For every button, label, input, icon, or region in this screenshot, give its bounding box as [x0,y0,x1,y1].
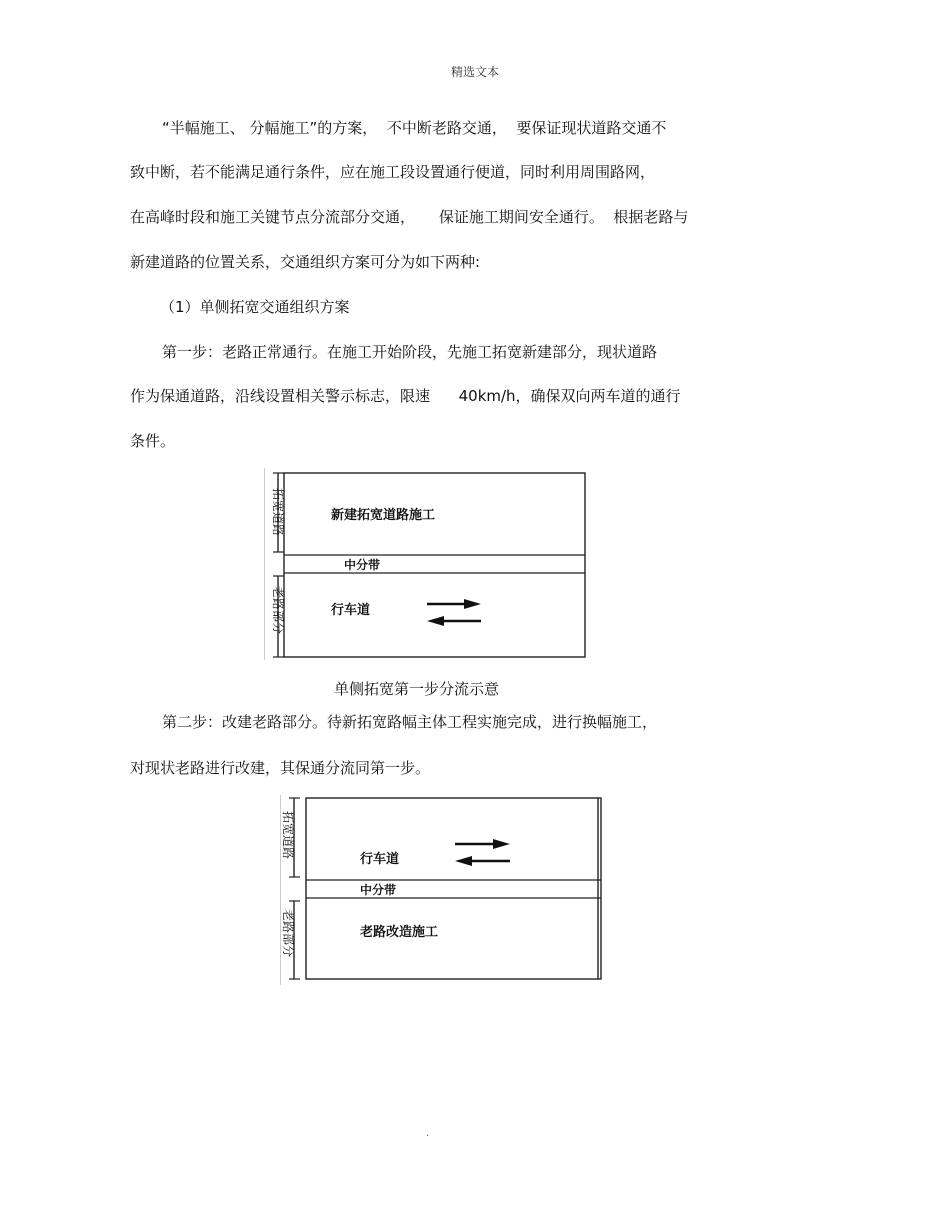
right-arrow-icon [427,599,481,609]
median-label: 中分带 [344,558,381,572]
paragraph-line: 对现状老路进行改建，其保通分流同第一步。 [130,759,431,777]
side-label-bottom: 老路部分 [271,586,285,635]
page-header: 精选文本 [450,65,499,79]
left-arrow-icon [455,856,510,866]
figure-1-diagram [262,468,592,662]
paragraph-line: 条件。 [130,432,176,450]
left-arrow-icon [427,616,481,626]
paragraph-line: 致中断，若不能满足通行条件，应在施工段设置通行便道，同时利用周围路网， [130,163,656,181]
top-zone-label: 新建拓宽道路施工 [331,508,436,523]
section-heading: （1）单侧拓宽交通组织方案 [160,298,350,316]
page-footer-mark: . [426,1128,430,1139]
paragraph-line: 在高峰时段和施工关键节点分流部分交通， 保证施工期间安全通行。 根据老路与 [130,208,689,226]
figure-2-diagram [278,795,612,987]
side-label-top: 拓宽道路 [271,488,285,537]
paragraph-line: 新建道路的位置关系，交通组织方案可分为如下两种: [130,253,481,271]
top-zone-label: 行车道 [360,852,400,867]
paragraph-line: 第二步：改建老路部分。待新拓宽路幅主体工程实施完成，进行换幅施工， [162,713,658,731]
bottom-zone-label: 行车道 [331,603,371,618]
paragraph-line: 作为保通道路，沿线设置相关警示标志，限速 40km/h，确保双向两车道的通行 [130,387,681,405]
side-label-bottom: 老路部分 [281,909,295,958]
figure-1-caption: 单侧拓宽第一步分流示意 [334,680,500,698]
paragraph-line: “半幅施工、 分幅施工”的方案， 不中断老路交通， 要保证现状道路交通不 [162,119,667,137]
right-arrow-icon [455,839,510,849]
median-label: 中分带 [360,883,397,897]
bottom-zone-label: 老路改造施工 [360,925,439,940]
side-label-top: 拓宽道路 [281,811,295,860]
paragraph-line: 第一步：老路正常通行。在施工开始阶段，先施工拓宽新建部分，现状道路 [162,343,658,361]
